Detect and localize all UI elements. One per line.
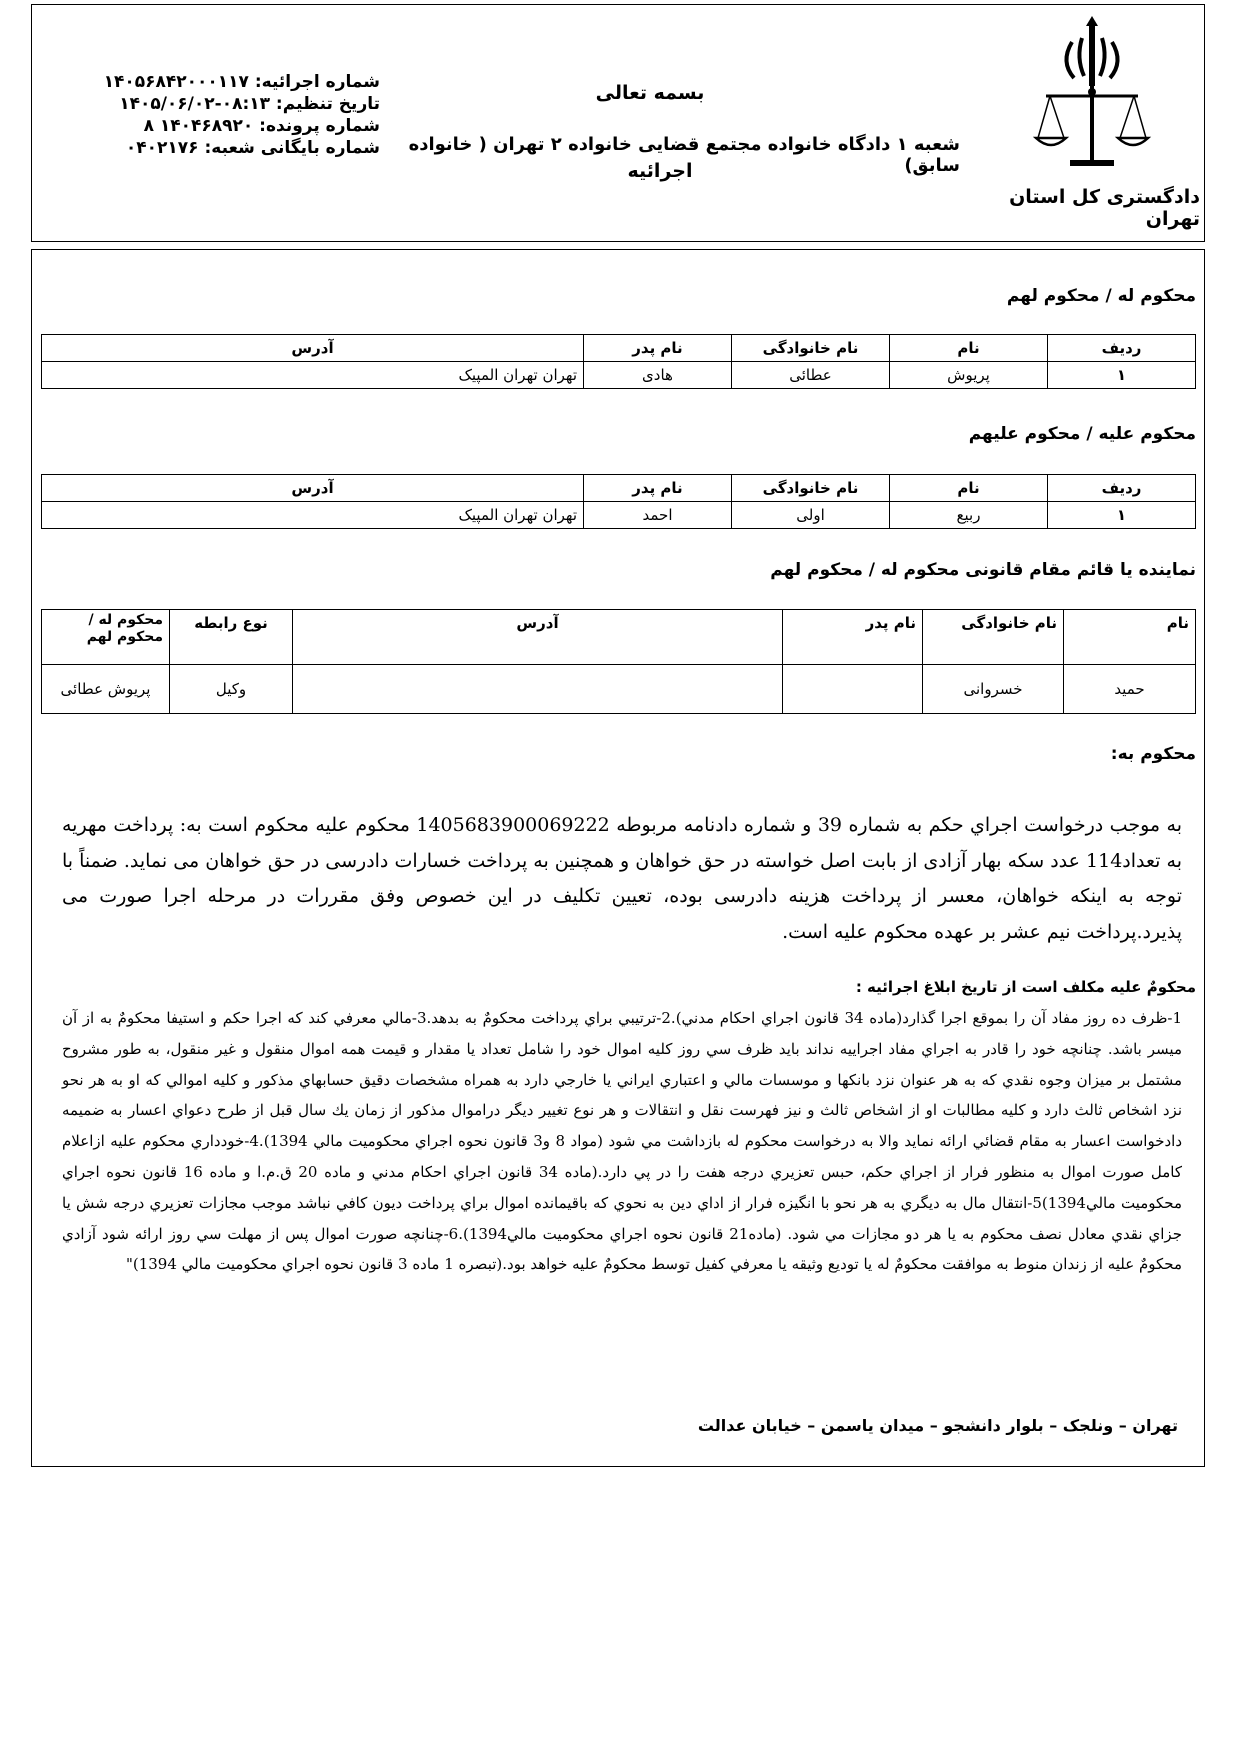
column-header: نام: [890, 475, 1048, 502]
table-cell: وکیل: [170, 665, 293, 714]
table-cell: خسروانی: [923, 665, 1064, 714]
archive-number: شماره بایگانی شعبه: ۰۴۰۲۱۷۶: [125, 138, 380, 158]
basmala: بسمه تعالی: [595, 82, 705, 104]
column-header: نام پدر: [783, 610, 923, 665]
table-cell: عطائی: [732, 362, 890, 389]
obligations-text: 1-ظرف ده روز مفاد آن را بموقع اجرا گذارد(ماده 34 قانون اجراي احكام مدني).2-ترتيبي براي پرداخت محكومٌ به بدهد.3-مالي معرفي كند كه اجرا حكم و استيفا محكومٌ به از آن ميسر باشد. چنانچه خود را قادر به اجراي مفاد اجراييه نداند بايد ظرف سي روز كليه اموال خود را شامل تعداد يا مقدار و قيمت همه اموال منقول و غير منقول، به طور مشروح مشتمل بر ميزان وجوه نقدي كه به هر عنوان نزد بانكها و موسسات مالي و اعتباري ايراني يا خارجي دارد به همراه مشخصات دقيق حسابهاي مذكور و كليه اموالي كه او به هر نحو نزد اشخاص ثالث دارد و كليه مطالبات او از اشخاص ثالث و نيز فهرست نقل و انتقالات و هر نوع تغيير ديگر دراموال مذكور از زمان يك سال قبل از طرح دعواي اعسار به ضميمه دادخواست اعسار به مقام قضائي ارائه نمايد والا به درخواست محكوم له بازداشت مي شود (مواد 8 و3 قانون نحوه اجراي محكوميت مالي 1394).4-خودداري محكوم عليه ازاعلام كامل صورت اموال به منظور فرار از اجراي حكم، حبس تعزيري درجه هفت را در پي دارد.(ماده 34 قانون اجراي احكام مدني و ماده 20 ق.م.ا و ماده 16 قانون نحوه اجراي محكوميت مالي1394)5-انتقال مال به ديگري به هر نحو با انگيزه فرار از اداي دين به نحوي كه باقيمانده اموال براي پرداخت ديون كافي نباشد موجب مجازات تعزيري درجه شش يا جزاي نقدي معادل نصف محكوم به يا هر دو مجازات مي شود. (ماده21 قانون نحوه اجراي محكوميت مالي1394).6-چنانچه صورت اموال پس از مهلت سي روز ارائه شود آزادي محكومٌ عليه از زندان منوط به موافقت محكومٌ له يا توديع وثيقه يا معرفي كفيل توسط محكومٌ عليه خواهد بود.(تبصره 1 ماده 3 قانون نحوه اجراي محكوميت مالي 1394)": [62, 1009, 1183, 1274]
obligation-title: محكومٌ عليه مكلف است از تاريخ ابلاغ اجرائيه :: [855, 978, 1196, 996]
table-cell: [293, 665, 783, 714]
table-cell: حمید: [1064, 665, 1196, 714]
debtor-title: محکوم علیه / محکوم علیهم: [968, 424, 1196, 444]
case-number: شماره پرونده: ۱۴۰۴۶۸۹۲۰ ۸: [143, 116, 380, 136]
footer-address: تهران – ونلجک – بلوار دانشجو – میدان یاسمن – خیابان عدالت: [697, 1416, 1178, 1435]
column-header: نام خانوادگی: [923, 610, 1064, 665]
column-header: آدرس: [42, 335, 584, 362]
table-cell: ربیع: [890, 502, 1048, 529]
table-cell: تهران تهران المپیک: [42, 502, 584, 529]
table-header-row: [42, 475, 1196, 502]
judgment-text: به موجب درخواست اجراي حكم به شماره 39 و شماره دادنامه مربوطه 1405683900069222 محكوم عليه محكوم است به: پرداخت مهریه به تعداد114 عدد سکه بهار آزادی از بابت اصل خواسته در حق خواهان و همچنین به پرداخت خسارات دادرسی در حق خواهان می نماید. ضمناً با توجه به اینکه خواهان، معسر از پرداخت هزینه دادرسی بوده، تعیین تکلیف در این خصوص وفق مقررات در مرحله اجرا صورت می پذیرد.پرداخت نیم عشر بر عهده محکوم علیه است.: [62, 814, 1182, 943]
table-cell: تهران تهران المپیک: [42, 362, 584, 389]
table-row: [42, 665, 1196, 714]
document-type: اجرائیه: [627, 160, 693, 182]
table-cell: احمد: [584, 502, 732, 529]
column-header: ردیف: [1048, 335, 1196, 362]
column-header: نام خانوادگی: [732, 335, 890, 362]
table-cell: پریوش: [890, 362, 1048, 389]
column-header: نام پدر: [584, 335, 732, 362]
execution-number: شماره اجرائیه: ۱۴۰۵۶۸۴۲۰۰۰۱۱۷: [103, 72, 380, 92]
representative-table: [41, 609, 1196, 714]
column-header: ردیف: [1048, 475, 1196, 502]
beneficiary-title: محکوم له / محکوم لهم: [1006, 286, 1196, 306]
table-cell: اولی: [732, 502, 890, 529]
column-header: نام خانوادگی: [732, 475, 890, 502]
column-header: نوع رابطه: [170, 610, 293, 665]
table-cell: پریوش عطائی: [42, 665, 170, 714]
column-header: آدرس: [42, 475, 584, 502]
table-cell: هادی: [584, 362, 732, 389]
column-header: نام: [1064, 610, 1196, 665]
debtor-table: [41, 474, 1196, 529]
judiciary-name: دادگستری کل استان تهران: [1009, 186, 1200, 230]
column-header: نام پدر: [584, 475, 732, 502]
column-header: محکوم له / محکوم لهم: [42, 610, 170, 665]
beneficiary-table: [41, 334, 1196, 389]
representative-title: نماینده یا قائم مقام قانونی محکوم له / محکوم لهم: [770, 560, 1196, 580]
judiciary-emblem-icon: [1032, 12, 1152, 172]
column-header: نام: [890, 335, 1048, 362]
table-cell: [783, 665, 923, 714]
table-header-row: [42, 610, 1196, 665]
table-row: [42, 502, 1196, 529]
table-cell: ۱: [1048, 362, 1196, 389]
table-header-row: [42, 335, 1196, 362]
table-cell: ۱: [1048, 502, 1196, 529]
judgment-title: محکوم به:: [1110, 744, 1196, 764]
column-header: آدرس: [293, 610, 783, 665]
table-row: [42, 362, 1196, 389]
issue-date: تاریخ تنظیم: ۰۸:۱۳-۱۴۰۵/۰۶/۰۲: [119, 94, 380, 114]
court-line: شعبه ۱ دادگاه خانواده مجتمع قضایی خانواده ۲ تهران ( خانواده سابق): [408, 134, 960, 176]
